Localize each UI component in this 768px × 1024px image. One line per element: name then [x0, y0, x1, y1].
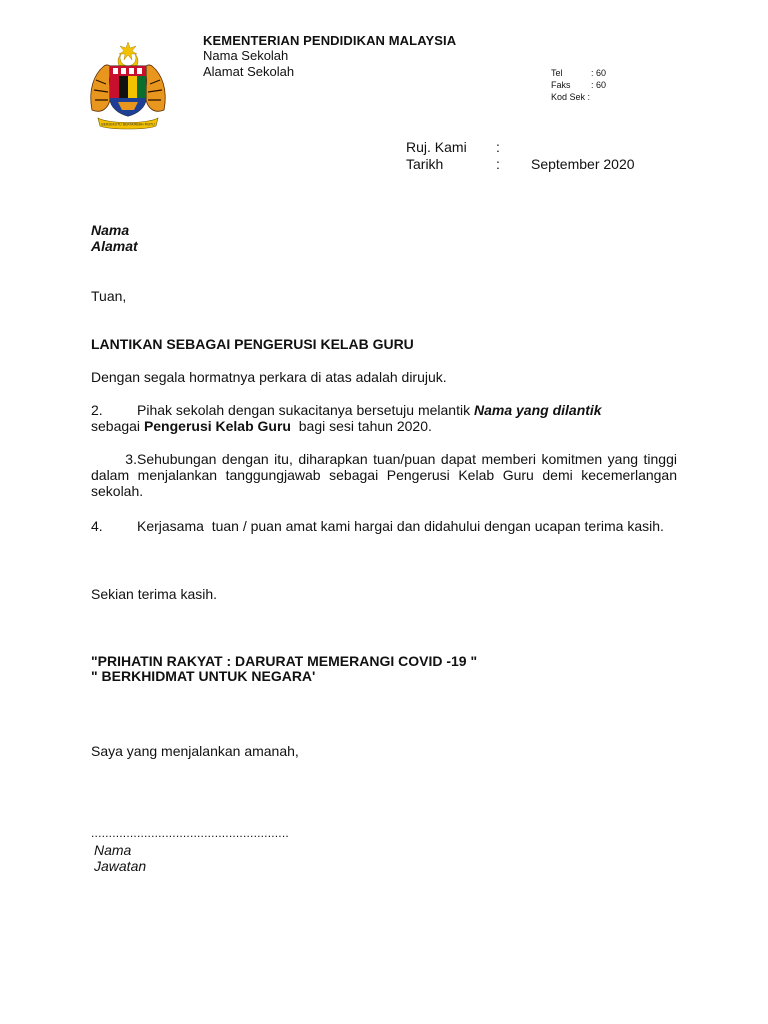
- slogan-2: " BERKHIDMAT UNTUK NEGARA': [91, 668, 316, 684]
- signature-line: ........................................................: [91, 826, 289, 840]
- paragraph-4: [91, 518, 664, 534]
- closing-text: Sekian terima kasih.: [91, 586, 218, 602]
- recipient-address: Alamat: [91, 238, 138, 254]
- recipient-name: Nama: [91, 222, 130, 238]
- ministry-name: KEMENTERIAN PENDIDIKAN MALAYSIA: [203, 33, 457, 48]
- paragraph-3-line-2: dalam menjalankan tanggungjawab sebagai Pengerusi Kelab Guru demi kecemerlangan: [91, 467, 677, 483]
- slogan-1: "PRIHATIN RAKYAT : DARURAT MEMERANGI COVID -19 ": [91, 653, 478, 669]
- para3-number: 3.: [91, 451, 137, 467]
- date-label: Tarikh: [406, 156, 444, 172]
- school-address: Alamat Sekolah: [203, 64, 295, 79]
- salutation: Tuan,: [91, 288, 127, 304]
- contact-tel: [551, 68, 606, 78]
- code-label: Kod Sek: [551, 92, 586, 102]
- para2-text-c: bagi sesi tahun 2020.: [290, 418, 432, 434]
- subject-heading: LANTIKAN SEBAGAI PENGERUSI KELAB GURU: [91, 336, 414, 352]
- paragraph-1: Dengan segala hormatnya perkara di atas adalah dirujuk.: [91, 369, 447, 385]
- para2-text-a: Pihak sekolah dengan sukacitanya bersetuju melantik: [137, 402, 474, 418]
- signatory-name: Nama: [94, 842, 132, 858]
- date-separator: :: [496, 156, 500, 172]
- ref-separator: :: [496, 139, 500, 155]
- paragraph-2-line-2: [91, 418, 432, 434]
- paragraph-2-line-1: [91, 402, 602, 418]
- school-name: Nama Sekolah: [203, 48, 289, 63]
- appointee-name: Nama yang dilantik: [473, 402, 602, 418]
- contact-school-code: [551, 92, 590, 102]
- paragraph-3-line-1: [91, 451, 677, 467]
- tel-value: : 60: [591, 68, 607, 78]
- ref-label: Ruj. Kami: [406, 139, 467, 155]
- fax-label: Faks: [551, 80, 571, 90]
- para4-number: 4.: [91, 518, 103, 534]
- coat-of-arms-icon: [88, 40, 168, 130]
- code-value: :: [587, 92, 591, 102]
- signatory-title: Jawatan: [94, 858, 147, 874]
- paragraph-3-line-3: sekolah.: [91, 483, 144, 499]
- sign-off: Saya yang menjalankan amanah,: [91, 743, 299, 759]
- para3-line-1: Sehubungan dengan itu, diharapkan tuan/puan dapat memberi komitmen yang tinggi: [137, 451, 677, 467]
- para4-text: Kerjasama tuan / puan amat kami hargai dan didahului dengan ucapan terima kasih.: [137, 518, 664, 534]
- para2-number: 2.: [91, 402, 103, 418]
- date-value: September 2020: [531, 156, 635, 172]
- position-name: Pengerusi Kelab Guru: [143, 418, 291, 434]
- crest-motto: BERSEKUTU BERTAMBAH MUTU: [101, 122, 155, 127]
- tel-label: Tel: [551, 68, 563, 78]
- contact-fax: [551, 80, 606, 90]
- para2-text-b: sebagai: [91, 418, 144, 434]
- fax-value: : 60: [591, 80, 607, 90]
